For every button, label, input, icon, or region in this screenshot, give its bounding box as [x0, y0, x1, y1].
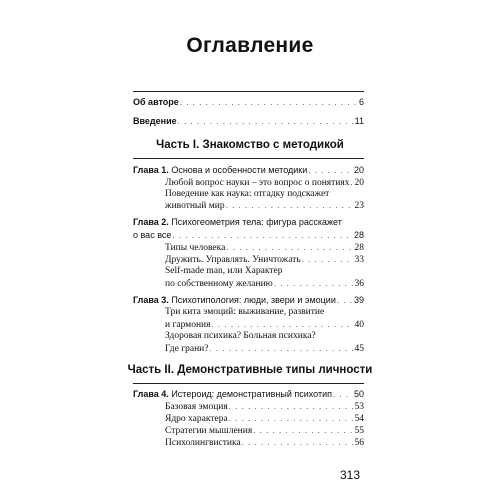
- section-label: Типы человека: [165, 243, 226, 253]
- part-title: Часть II. Демонстративные типы личности: [127, 364, 373, 376]
- toc-section[interactable]: [165, 413, 364, 425]
- leader-dots: [180, 97, 358, 108]
- part-title: Часть I. Знакомство с методикой: [156, 139, 344, 151]
- section-label: Где грани?: [165, 344, 209, 354]
- entry-page: 39: [353, 295, 364, 305]
- chapter-title-line2: о вас все: [133, 230, 172, 240]
- entry-page: 28: [354, 243, 364, 253]
- section-label: Стратегии мышления: [165, 426, 253, 436]
- toc-section[interactable]: [165, 254, 364, 266]
- section-label: Любой вопрос науки – это вопрос о понятиях: [165, 178, 350, 188]
- chapter-title: Истероид: демонстративный психотип: [171, 389, 332, 399]
- leader-dots: [178, 116, 354, 127]
- page-number: 313: [340, 468, 361, 482]
- leader-dots: [229, 401, 354, 412]
- section-label-line1: Три кита эмоций: выживание, развитие: [165, 307, 325, 317]
- entry-page: 36: [354, 279, 364, 289]
- entry-page: 50: [353, 389, 364, 399]
- page-title: Оглавление: [186, 34, 314, 57]
- entry-page: 53: [354, 402, 364, 412]
- section-label: Базовая эмоция: [165, 402, 228, 412]
- leader-dots: [333, 389, 353, 400]
- entry-page: 28: [353, 230, 364, 240]
- entry-label: Об авторе: [133, 97, 179, 107]
- entry-page: 11: [354, 116, 364, 126]
- section-label-line1: Self-made man, или Характер: [165, 266, 283, 276]
- entry-page: 40: [354, 320, 364, 330]
- leader-dots: [226, 242, 353, 253]
- section-label: Ядро характера: [165, 414, 228, 424]
- entry-page: 23: [354, 201, 364, 211]
- leader-dots: [253, 425, 353, 436]
- entry-page: 33: [354, 255, 364, 265]
- toc-entry-author[interactable]: [133, 97, 364, 108]
- entry-page: 56: [354, 438, 364, 448]
- section-label: и гармония: [165, 320, 211, 330]
- toc-section[interactable]: [165, 319, 364, 331]
- toc-entry-intro[interactable]: [133, 116, 364, 127]
- toc-chapter-2-line1[interactable]: [133, 217, 342, 228]
- toc-section[interactable]: [165, 343, 364, 355]
- entry-label: Введение: [133, 116, 177, 126]
- leader-dots: [302, 254, 354, 265]
- section-label: животный мир: [165, 201, 225, 211]
- leader-dots: [172, 230, 353, 241]
- entry-page: 55: [354, 426, 364, 436]
- toc-section[interactable]: [165, 242, 364, 254]
- toc-section[interactable]: [165, 200, 364, 212]
- leader-dots: [337, 295, 353, 306]
- leader-dots: [274, 278, 354, 289]
- toc-chapter-4[interactable]: [133, 389, 364, 400]
- entry-page: 6: [358, 97, 364, 107]
- chapter-prefix: Глава 3.: [133, 295, 169, 305]
- chapter-title: Психотипология: люди, звери и эмоции: [171, 295, 336, 305]
- section-label: Дружить. Управлять. Уничтожать: [165, 255, 301, 265]
- toc-section[interactable]: [165, 401, 364, 413]
- entry-page: 20: [353, 165, 364, 175]
- section-label: по собственному желанию: [165, 279, 273, 289]
- divider: [133, 91, 364, 92]
- toc-section[interactable]: [165, 425, 364, 437]
- entry-page: 54: [354, 414, 364, 424]
- toc-chapter-2[interactable]: [133, 230, 364, 241]
- leader-dots: [229, 413, 354, 424]
- toc-section[interactable]: [165, 177, 364, 189]
- leader-dots: [226, 200, 354, 211]
- section-label-line1: Здоровая психика? Больная психика?: [165, 331, 316, 341]
- chapter-prefix: Глава 1.: [133, 165, 169, 175]
- divider: [133, 383, 364, 384]
- divider: [133, 158, 364, 159]
- leader-dots: [209, 343, 353, 354]
- leader-dots: [242, 437, 354, 448]
- section-label: Психолингвистика: [165, 438, 241, 448]
- chapter-title: Психогеометрия тела: фигура расскажет: [171, 217, 342, 227]
- entry-page: 45: [354, 344, 364, 354]
- toc-chapter-1[interactable]: [133, 165, 364, 176]
- toc-section[interactable]: [165, 437, 364, 449]
- toc-section[interactable]: [165, 278, 364, 290]
- leader-dots: [351, 177, 354, 188]
- leader-dots: [211, 319, 353, 330]
- chapter-prefix: Глава 2.: [133, 217, 169, 227]
- leader-dots: [308, 165, 353, 176]
- chapter-prefix: Глава 4.: [133, 389, 169, 399]
- section-label-line1: Поведение как наука: отгадку подскажет: [165, 189, 330, 199]
- entry-page: 20: [354, 178, 364, 188]
- toc-chapter-3[interactable]: [133, 295, 364, 306]
- chapter-title: Основа и особенности методики: [171, 165, 308, 175]
